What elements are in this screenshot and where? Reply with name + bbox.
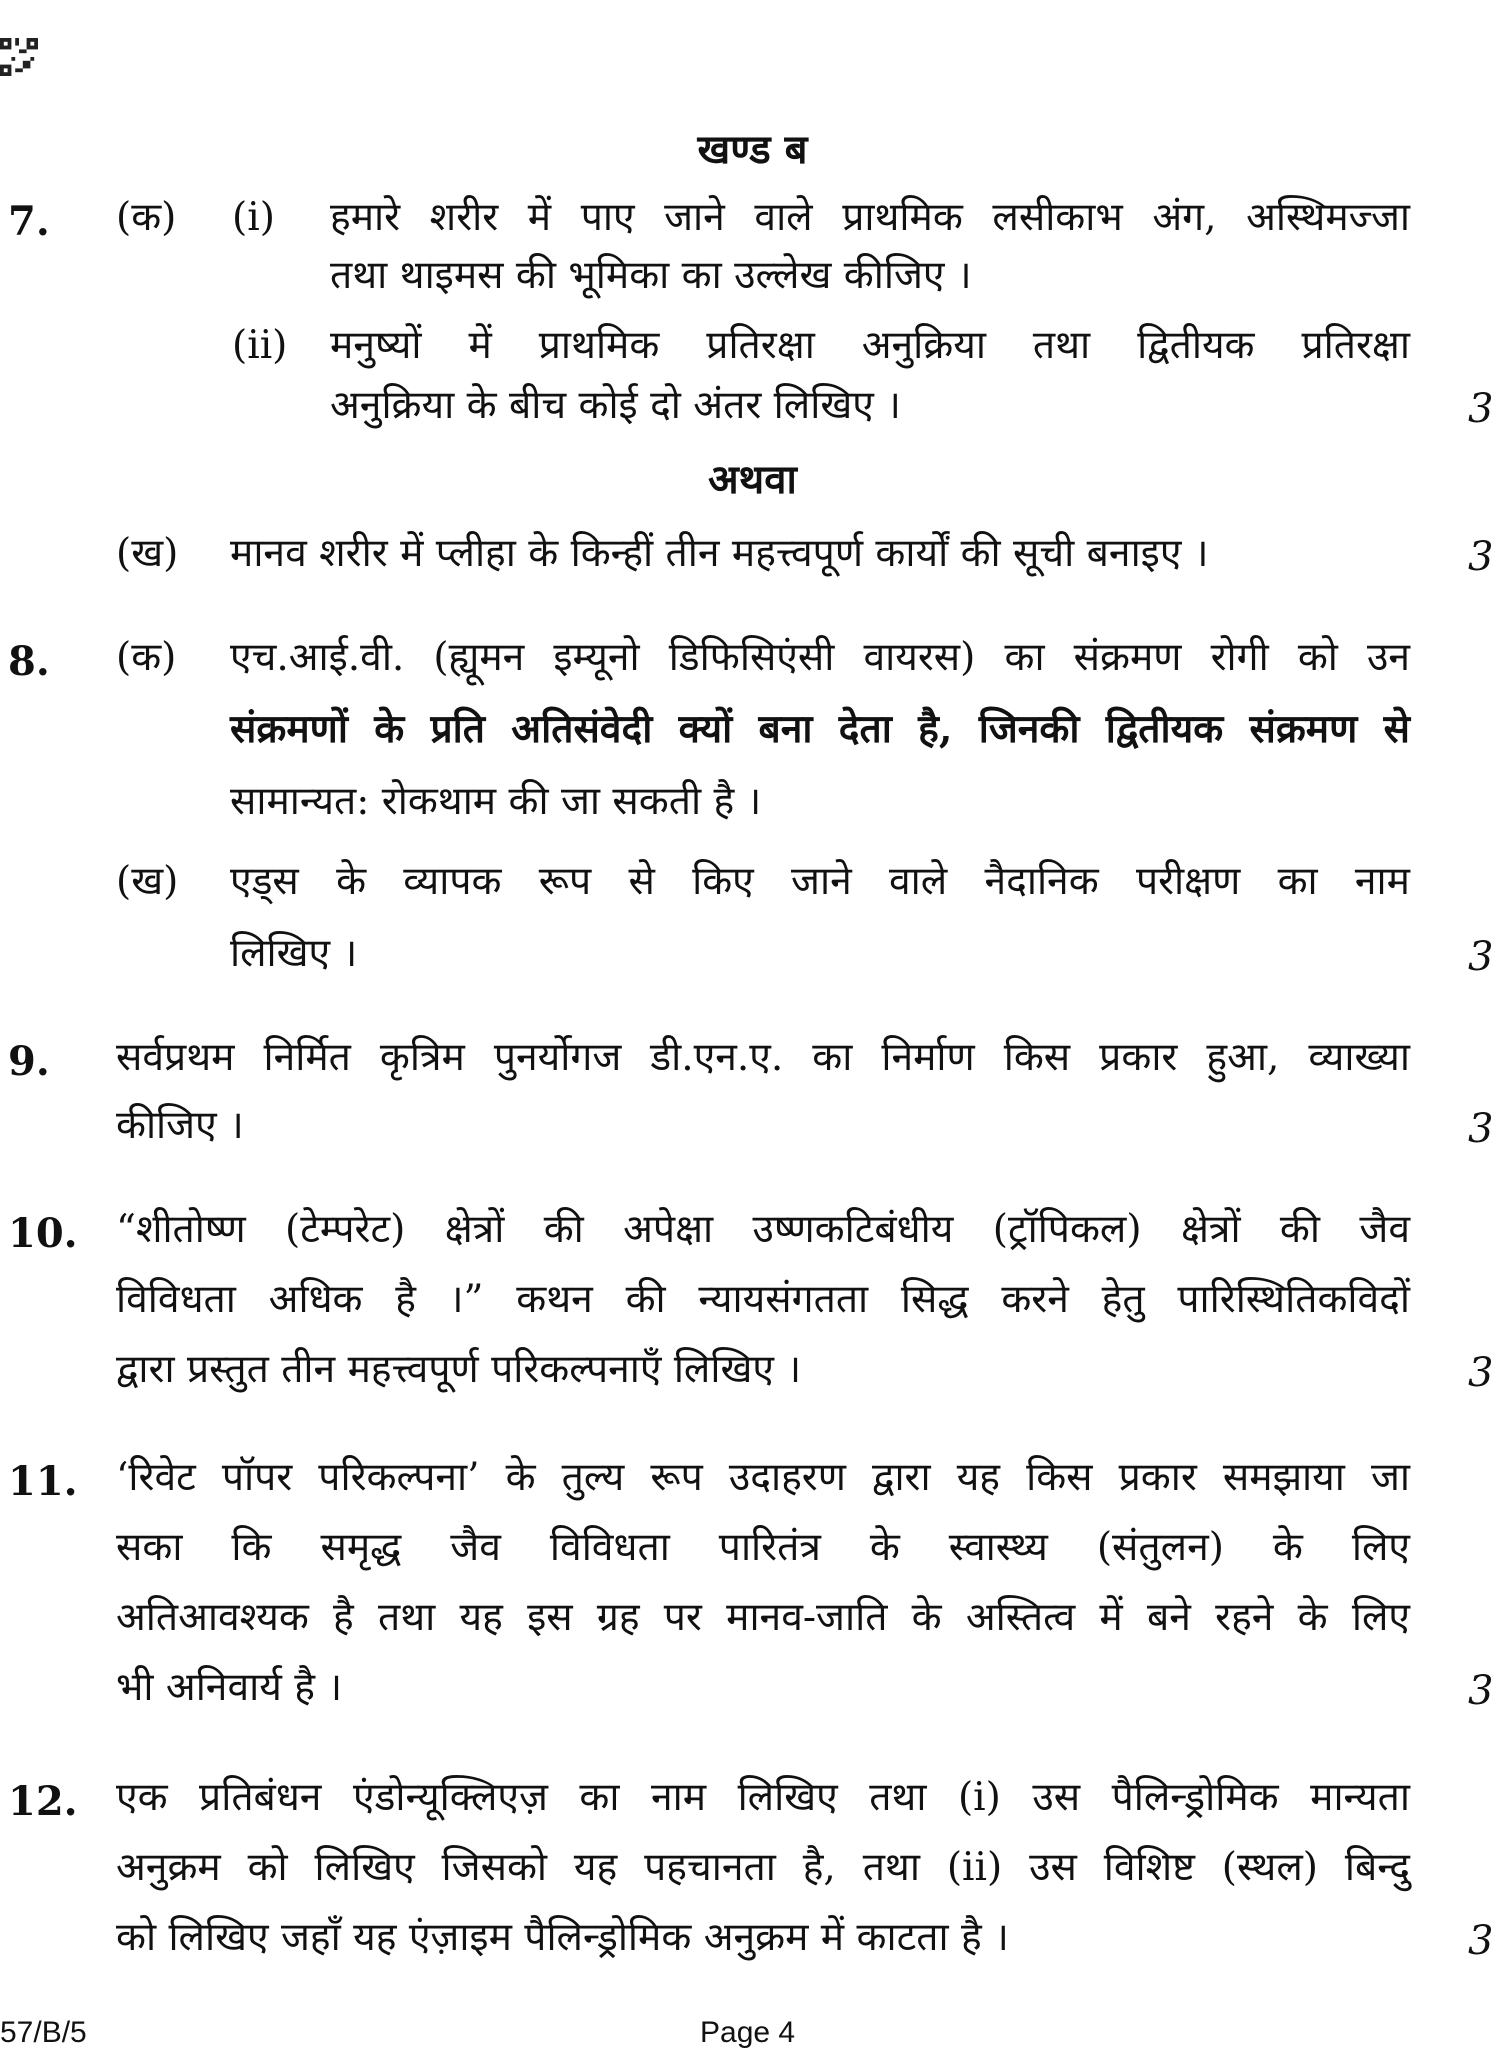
q7-part-a-label: (क) — [116, 195, 177, 240]
q9-marks: 3 — [1468, 1106, 1494, 1152]
q11-line3: अतिआवश्यक है तथा यह इस ग्रह पर मानव-जाति के अस्तित्व में बने रहने के लिए — [116, 1595, 1410, 1640]
q8-b-line2: लिखिए । — [230, 931, 358, 976]
q8-a-line1: एच.आई.वी. (ह्यूमन इम्यूनो डिफिसिएंसी वायरस) का संक्रमण रोगी को उन — [230, 635, 1410, 680]
q10-line3: द्वारा प्रस्तुत तीन महत्त्वपूर्ण परिकल्पनाएँ लिखिए । — [116, 1347, 802, 1392]
q11-line4: भी अनिवार्य है । — [116, 1665, 343, 1710]
q12-line3: को लिखिए जहाँ यह एंज़ाइम पैलिन्ड्रोमिक अनुक्रम में काटता है । — [116, 1915, 1009, 1960]
footer-page: Page 4 — [700, 2016, 796, 2049]
section-title: खण्ड ब — [697, 126, 808, 173]
q9-line2: कीजिए । — [116, 1103, 244, 1148]
q7-sub-ii-label: (ii) — [232, 323, 288, 368]
q9-line1: सर्वप्रथम निर्मित कृत्रिम पुनर्योगज डी.एन.ए. का निर्माण किस प्रकार हुआ, व्याख्या — [116, 1035, 1410, 1080]
q7-sub-i-line1: हमारे शरीर में पाए जाने वाले प्राथमिक लसीकाभ अंग, अस्थिमज्जा — [330, 195, 1410, 240]
q12-line1: एक प्रतिबंधन एंडोन्यूक्लिएज़ का नाम लिखिए तथा (i) उस पैलिन्ड्रोमिक मान्यता — [116, 1775, 1410, 1820]
q10-marks: 3 — [1468, 1350, 1494, 1396]
q8-marks: 3 — [1468, 934, 1494, 980]
q10-line1: “शीतोष्ण (टेम्परेट) क्षेत्रों की अपेक्षा उष्णकटिबंधीय (ट्रॉपिकल) क्षेत्रों की जैव — [116, 1207, 1410, 1252]
q7-part-b-label: (ख) — [116, 531, 179, 576]
question-number-8: 8. — [8, 638, 50, 685]
footer-code: 57/B/5 — [0, 2016, 87, 2049]
q7-marks-a: 3 — [1468, 386, 1494, 432]
q7-sub-i-line2: तथा थाइमस की भूमिका का उल्लेख कीजिए । — [330, 253, 972, 298]
q11-line2: सका कि समृद्ध जैव विविधता पारितंत्र के स्वास्थ्य (संतुलन) के लिए — [116, 1525, 1410, 1570]
q8-a-line3: सामान्यत: रोकथाम की जा सकती है । — [230, 779, 762, 824]
q12-line2: अनुक्रम को लिखिए जिसको यह पहचानता है, तथा (ii) उस विशिष्ट (स्थल) बिन्दु — [116, 1845, 1410, 1890]
q7-sub-i-label: (i) — [232, 195, 275, 240]
q7-sub-ii-line1: मनुष्यों में प्राथमिक प्रतिरक्षा अनुक्रिया तथा द्वितीयक प्रतिरक्षा — [330, 323, 1410, 368]
q8-part-a-label: (क) — [116, 635, 177, 680]
q8-b-line1: एड्स के व्यापक रूप से किए जाने वाले नैदानिक परीक्षण का नाम — [230, 859, 1410, 904]
q10-line2: विविधता अधिक है ।” कथन की न्यायसंगतता सिद्ध करने हेतु पारिस्थितिकविदों — [116, 1277, 1410, 1322]
question-number-10: 10. — [8, 1210, 78, 1257]
q7-part-b-text: मानव शरीर में प्लीहा के किन्हीं तीन महत्त्वपूर्ण कार्यों की सूची बनाइए । — [230, 531, 1209, 576]
qr-code-image — [0, 38, 38, 76]
question-number-12: 12. — [8, 1778, 78, 1825]
q7-marks-b: 3 — [1468, 534, 1494, 580]
q8-a-line2: संक्रमणों के प्रति अतिसंवेदी क्यों बना देता है, जिनकी द्वितीयक संक्रमण से — [230, 706, 1410, 752]
or-label: अथवा — [708, 456, 797, 503]
q8-part-b-label: (ख) — [116, 859, 179, 904]
question-number-9: 9. — [8, 1038, 50, 1085]
q12-marks: 3 — [1468, 1918, 1494, 1964]
question-number-11: 11. — [8, 1458, 78, 1505]
q7-sub-ii-line2: अनुक्रिया के बीच कोई दो अंतर लिखिए । — [330, 383, 901, 428]
question-number-7: 7. — [8, 198, 50, 245]
q11-marks: 3 — [1468, 1668, 1494, 1714]
q11-line1: ‘रिवेट पॉपर परिकल्पना’ के तुल्य रूप उदाहरण द्वारा यह किस प्रकार समझाया जा — [116, 1455, 1410, 1500]
